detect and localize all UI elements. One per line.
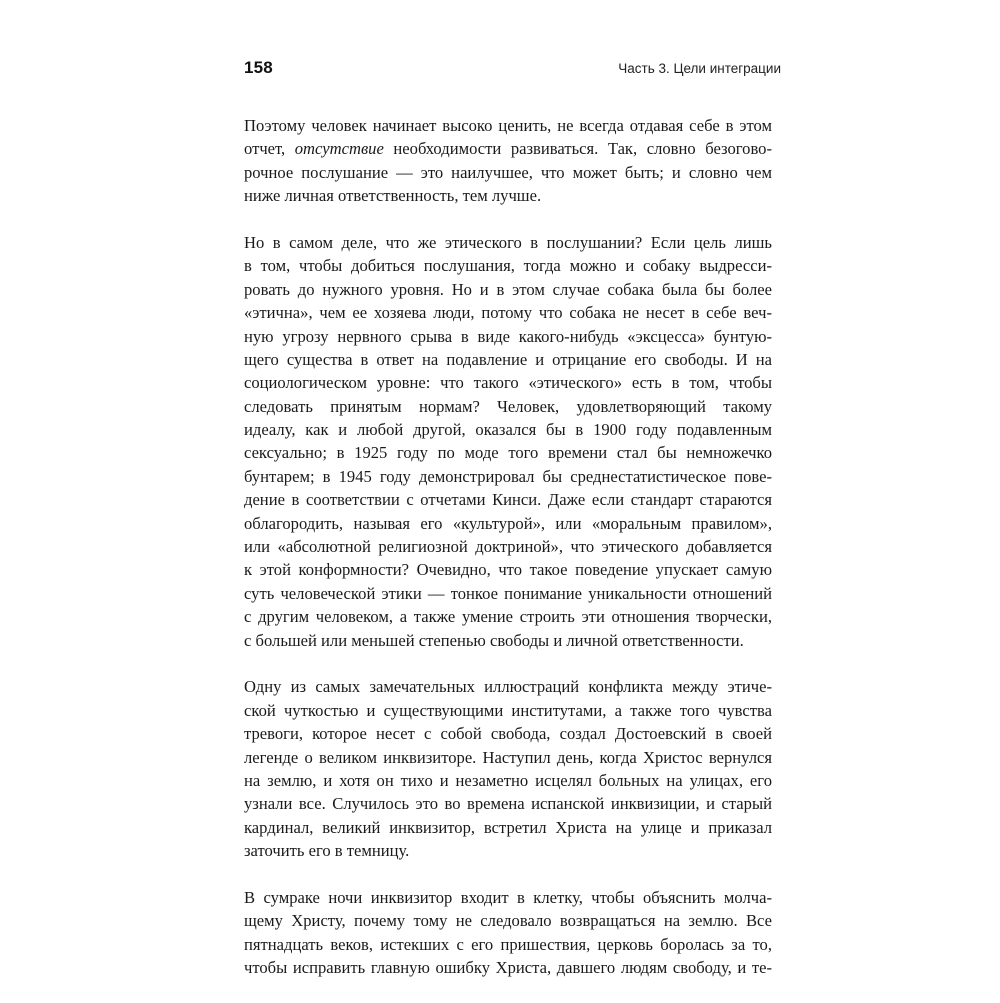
text-line: рочное послушание — это наилучшее, что может быть; и словно чем — [244, 162, 772, 182]
text-line: «этична», чем ее хозяева люди, потому что собака не несет в себе веч- — [244, 303, 772, 323]
text-line: облагородить, называя его «культурой», или «моральным правилом», — [244, 513, 772, 533]
text-line: бунтарем; в 1945 году демонстрировал бы среднестатистическое пове- — [244, 466, 772, 486]
page-number: 158 — [244, 58, 273, 77]
text-line: пятнадцать веков, истекших с его пришествия, церковь боролась за то, — [244, 934, 772, 954]
text-line: отчет, отсутствие необходимости развиваться. Так, словно безогово- — [244, 139, 772, 159]
text-line: Но в самом деле, что же этического в послушании? Если цель лишь — [244, 232, 772, 252]
text-line: Поэтому человек начинает высоко ценить, не всегда отдавая себе в этом — [244, 116, 772, 135]
text-line: В сумраке ночи инквизитор входит в клетку, чтобы объяснить молча- — [244, 887, 772, 907]
text-line: ской чуткостью и существующими институтами, а также того чувства — [244, 700, 772, 720]
text-line: дение в соответствии с отчетами Кинси. Даже если стандарт стараются — [244, 490, 772, 510]
text-line: или «абсолютной религиозной доктриной», что этического добавляется — [244, 537, 772, 557]
emphasis: отсутствие — [294, 139, 384, 159]
text-line: сексуально; в 1925 году по моде того времени стал бы немножечко — [244, 443, 772, 463]
paragraph — [244, 114, 772, 208]
text-line: щего существа в ответ на подавление и отрицание его свободы. И на — [244, 349, 772, 369]
text-line: щему Христу, почему тому не следовало возвращаться на землю. Все — [244, 911, 772, 931]
body-text — [244, 114, 772, 1003]
text-line: Одну из самых замечательных иллюстраций конфликта между этиче- — [244, 677, 772, 697]
text-line: социологическом уровне: что такого «этического» есть в том, чтобы — [244, 373, 772, 393]
text-line: заточить его в темницу. — [244, 841, 410, 861]
text-line: легенде о великом инквизиторе. Наступил день, когда Христос вернулся — [244, 747, 772, 767]
text-line: идеалу, как и любой другой, оказался бы в 1900 году подавленным — [244, 420, 772, 440]
paragraph — [244, 886, 772, 980]
text-line: в том, чтобы добиться послушания, тогда можно и собаку выдресси- — [244, 256, 772, 276]
text-line: ниже личная ответственность, тем лучше. — [244, 186, 542, 206]
paragraph — [244, 231, 772, 652]
paragraph — [244, 675, 772, 862]
text-line: кардинал, великий инквизитор, встретил Христа на улице и приказал — [244, 817, 772, 837]
text-line: узнали все. Случилось это во времена испанской инквизиции, и старый — [244, 794, 772, 814]
text-line: к этой конформности? Очевидно, что такое поведение упускает самую — [244, 560, 772, 580]
text-line: следовать принятым нормам? Человек, удовлетворяющий такому — [244, 396, 772, 416]
running-head: Часть 3. Цели интеграции — [618, 61, 781, 76]
text-line: с большей или меньшей степенью свободы и личной ответственности. — [244, 630, 744, 650]
text-line: суть человеческой этики — тонкое понимание уникальности отношений — [244, 583, 772, 603]
text-line: ровать до нужного уровня. Но и в этом случае собака была бы более — [244, 279, 772, 299]
text-line: тревоги, которое несет с собой свобода, создал Достоевский в своей — [244, 724, 772, 744]
text-line: с другим человеком, а также умение строить эти отношения творчески, — [244, 607, 772, 627]
text-line: ную угрозу нервного срыва в виде какого-нибудь «эксцесса» бунтую- — [244, 326, 772, 346]
text-line: чтобы исправить главную ошибку Христа, давшего людям свободу, и те- — [244, 958, 772, 978]
text-line: на землю, и хотя он тихо и незаметно исцелял больных на улицах, его — [244, 770, 772, 790]
